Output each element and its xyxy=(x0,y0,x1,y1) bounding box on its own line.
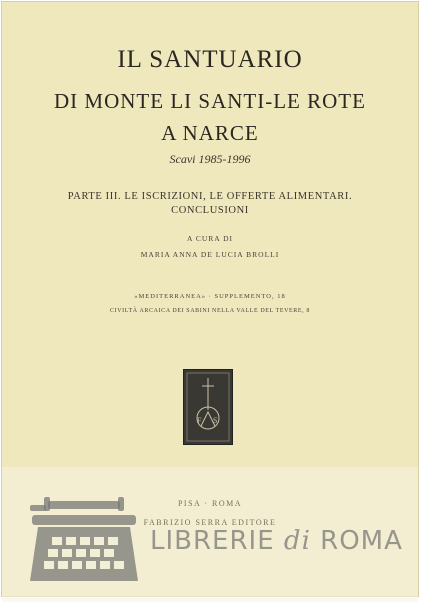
series-line-1: «MEDITERRANEA» · SUPPLEMENTO, 18 xyxy=(134,293,286,300)
title-line-3: A NARCE xyxy=(161,121,259,145)
svg-text:F: F xyxy=(197,416,202,425)
title-line-1: IL SANTUARIO xyxy=(117,46,303,73)
part-subtitle-line-2: CONCLUSIONI xyxy=(171,205,249,216)
svg-text:S: S xyxy=(213,416,218,425)
publisher-name: FABRIZIO SERRA EDITORE xyxy=(143,518,277,527)
watermark-brand: LIBRERIE xyxy=(150,526,275,556)
part-subtitle-line-1: PARTE III. LE ISCRIZIONI, LE OFFERTE ALIMENTARI. xyxy=(67,191,353,202)
excavation-dates: Scavi 1985-1996 xyxy=(169,152,251,166)
librerie-di-roma-watermark xyxy=(150,526,403,556)
title-line-2: DI MONTE LI SANTI-LE ROTE xyxy=(54,89,366,113)
watermark-city: ROMA xyxy=(320,526,403,556)
curator-name: MARIA ANNA DE LUCIA BROLLI xyxy=(140,250,280,259)
typewriter-logo-icon xyxy=(28,493,140,587)
series-line-2: CIVILTÀ ARCAICA DEI SABINI NELLA VALLE DEL TEVERE, 8 xyxy=(110,308,310,314)
publisher-city: PISA · ROMA xyxy=(177,499,243,508)
publisher-emblem-icon xyxy=(183,369,233,445)
curator-label: A CURA DI xyxy=(186,234,234,243)
watermark-connector: di xyxy=(283,526,311,556)
